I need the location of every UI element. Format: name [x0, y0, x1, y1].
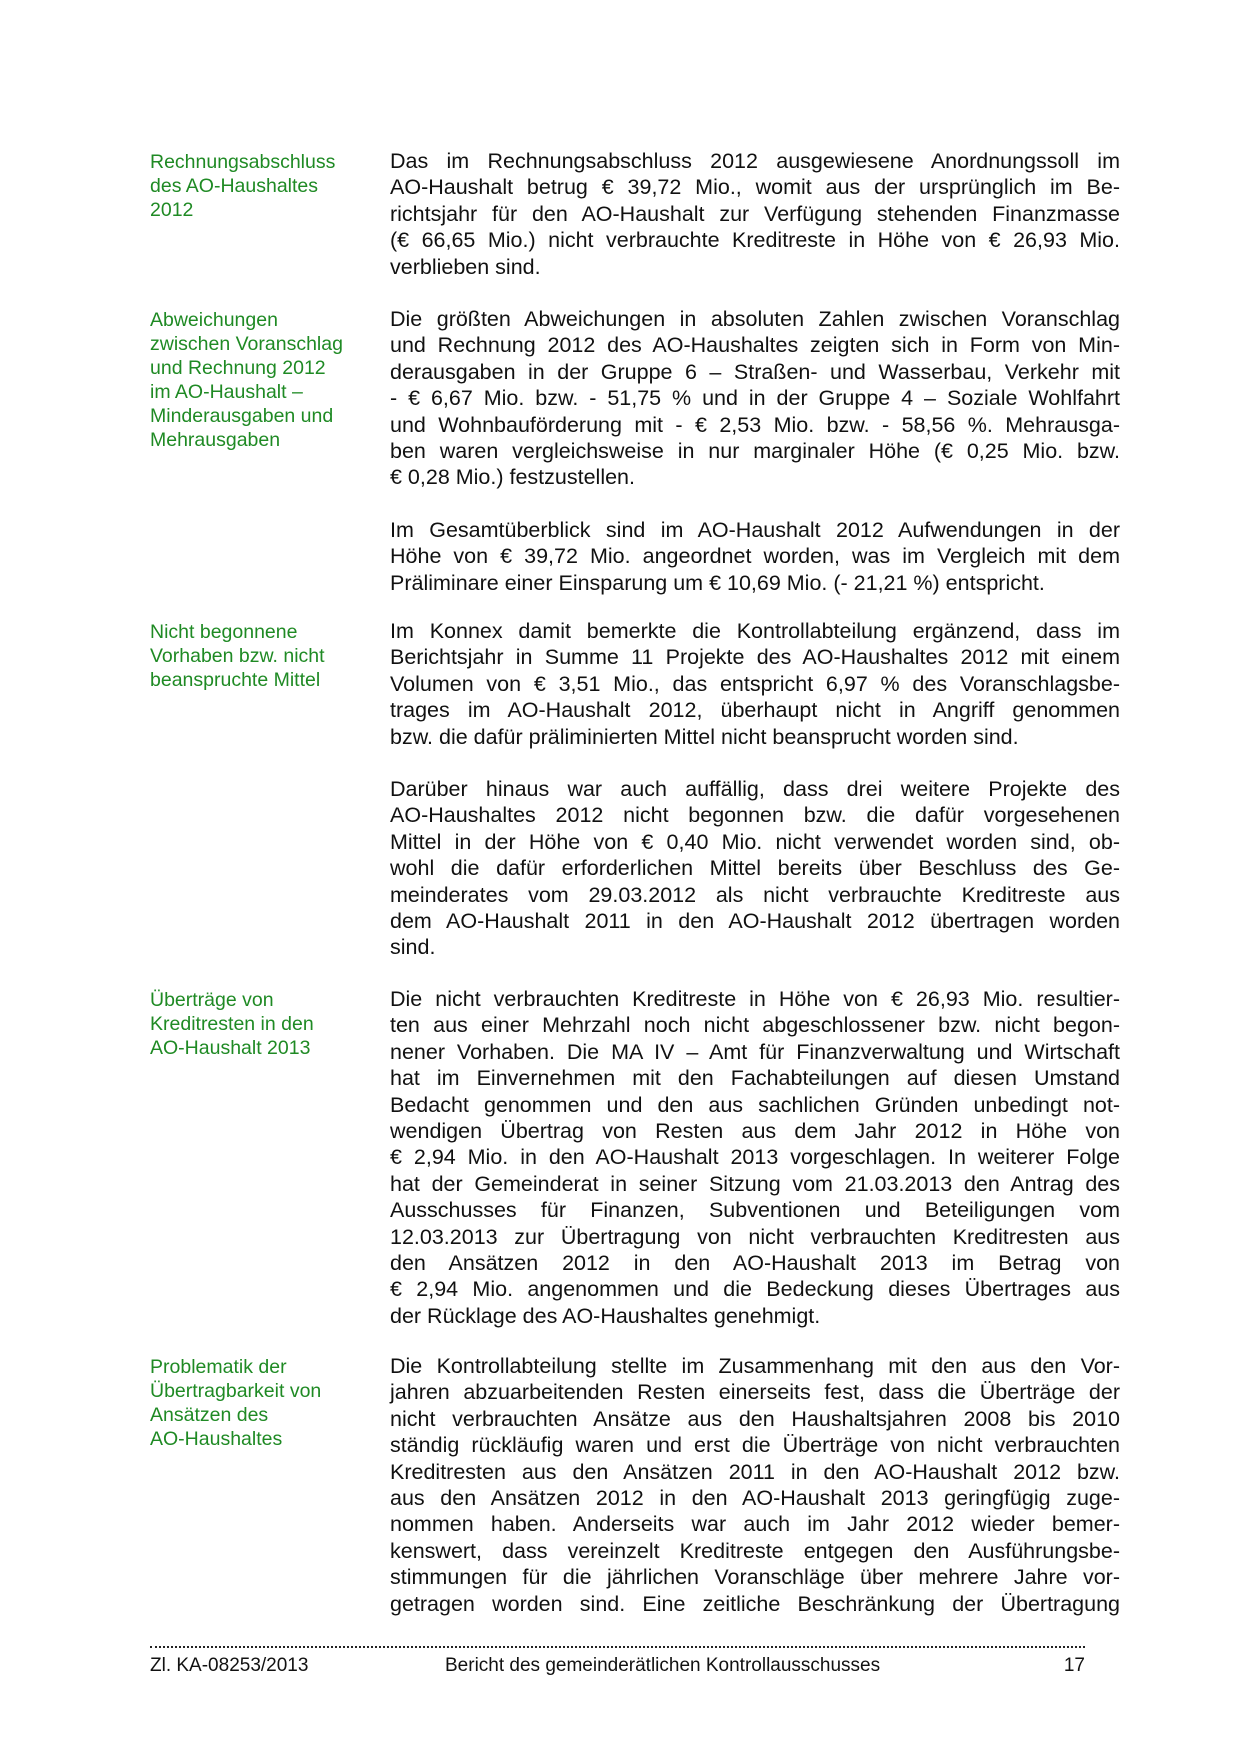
text-line: Das im Rechnungsabschluss 2012 ausgewiesene Anordnungssoll im — [390, 149, 1120, 173]
sidebar-heading-line: Abweichungen — [150, 309, 278, 331]
text-line: - € 6,67 Mio. bzw. - 51,75 % und in der Gruppe 4 – Soziale Wohlfahrt — [390, 386, 1120, 411]
text-line: und Wohnbauförderung mit - € 2,53 Mio. bzw. - 58,56 %. Mehrausga- — [390, 412, 1120, 437]
text-line: ben waren vergleichsweise in nur marginaler Höhe (€ 0,25 Mio. bzw. — [390, 439, 1120, 464]
text-line: nener Vorhaben. Die MA IV – Amt für Finanzverwaltung und Wirtschaft — [390, 1039, 1120, 1064]
sidebar-heading-line: AO-Haushaltes — [150, 1428, 283, 1450]
text-line: der Rücklage des AO-Haushaltes genehmigt. — [390, 1303, 821, 1328]
text-line: Berichtsjahr in Summe 11 Projekte des AO-Haushaltes 2012 mit einem — [390, 645, 1120, 670]
text-line: sind. — [390, 935, 436, 960]
footer-divider — [150, 1646, 1085, 1648]
paragraph — [390, 776, 1120, 961]
text-line: Volumen von € 3,51 Mio., das entspricht 6,97 % des Voranschlagsbe- — [390, 671, 1120, 696]
page-number: 17 — [1063, 1655, 1085, 1676]
sidebar-heading-line: Kreditresten in den — [150, 1013, 314, 1035]
text-line: AO-Haushalt betrug € 39,72 Mio., womit aus der ursprünglich im Be- — [390, 175, 1120, 200]
paragraph — [390, 1353, 1120, 1617]
sidebar-heading-line: Mehrausgaben — [150, 429, 281, 451]
text-line: kenswert, dass vereinzelt Kreditreste entgegen den Ausführungsbe- — [390, 1538, 1120, 1563]
text-line: stimmungen für die jährlichen Voranschläge über mehrere Jahre vor- — [390, 1565, 1120, 1590]
sidebar-heading-line: Übertragbarkeit von — [150, 1380, 322, 1402]
text-line: trages im AO-Haushalt 2012, überhaupt nicht in Angriff genommen — [390, 698, 1120, 723]
text-line: Die Kontrollabteilung stellte im Zusammenhang mit den aus den Vor- — [390, 1354, 1120, 1378]
paragraph — [390, 148, 1120, 280]
sidebar-heading-line: im AO-Haushalt – — [150, 381, 303, 403]
text-line: ständig rückläufig waren und erst die Überträge von nicht verbrauchten — [390, 1433, 1120, 1458]
text-line: und Rechnung 2012 des AO-Haushaltes zeigten sich in Form von Min- — [390, 333, 1120, 358]
text-line: Darüber hinaus war auch auffällig, dass drei weitere Projekte des — [390, 777, 1120, 802]
sidebar-heading-line: Vorhaben bzw. nicht — [150, 645, 325, 667]
text-line: hat im Einvernehmen mit den Fachabteilungen auf diesen Umstand — [390, 1066, 1120, 1091]
text-line: AO-Haushaltes 2012 nicht begonnen bzw. die dafür vorgesehenen — [390, 803, 1120, 828]
sidebar-heading — [150, 988, 375, 1060]
text-line: € 0,28 Mio.) festzustellen. — [390, 465, 635, 490]
text-line: Präliminare einer Einsparung um € 10,69 Mio. (- 21,21 %) entspricht. — [390, 570, 1045, 595]
text-line: Kreditresten aus den Ansätzen 2011 in den AO-Haushalt 2012 bzw. — [390, 1459, 1120, 1484]
sidebar-heading-line: Überträge von — [150, 989, 274, 1011]
report-title: Bericht des gemeinderätlichen Kontrollausschusses — [445, 1655, 881, 1676]
sidebar-heading-line: und Rechnung 2012 — [150, 357, 326, 379]
sidebar-heading — [150, 620, 375, 692]
text-line: ten aus einer Mehrzahl noch nicht abgeschlossener bzw. nicht begon- — [390, 1013, 1120, 1038]
document-reference: Zl. KA-08253/2013 — [150, 1655, 309, 1676]
sidebar-heading-line: 2012 — [150, 199, 194, 221]
text-line: Mittel in der Höhe von € 0,40 Mio. nicht verwendet worden sind, ob- — [390, 829, 1120, 854]
text-line: Bedacht genommen und den aus sachlichen Gründen unbedingt not- — [390, 1092, 1120, 1117]
text-line: richtsjahr für den AO-Haushalt zur Verfügung stehenden Finanzmasse — [390, 201, 1120, 226]
paragraph — [390, 986, 1120, 1329]
paragraph — [390, 618, 1120, 750]
body-text — [390, 148, 1120, 306]
text-line: nicht verbrauchten Ansätze aus den Haushaltsjahren 2008 bis 2010 — [390, 1406, 1120, 1431]
text-line: Im Konnex damit bemerkte die Kontrollabteilung ergänzend, dass im — [390, 619, 1120, 643]
paragraph — [390, 517, 1120, 596]
text-line: verblieben sind. — [390, 254, 541, 279]
sidebar-heading-line: Nicht begonnene — [150, 621, 298, 643]
text-line: Im Gesamtüberblick sind im AO-Haushalt 2012 Aufwendungen in der — [390, 517, 1120, 542]
text-line: Die nicht verbrauchten Kreditreste in Höhe von € 26,93 Mio. resultier- — [390, 987, 1120, 1011]
sidebar-heading — [150, 1355, 375, 1451]
text-line: Höhe von € 39,72 Mio. angeordnet worden, was im Vergleich mit dem — [390, 544, 1120, 569]
text-line: jahren abzuarbeitenden Resten einerseits fest, dass die Überträge der — [390, 1380, 1120, 1405]
sidebar-heading-line: zwischen Voranschlag — [150, 333, 343, 355]
sidebar-heading-line: Minderausgaben und — [150, 405, 334, 427]
text-line: aus den Ansätzen 2012 in den AO-Haushalt 2013 geringfügig zuge- — [390, 1486, 1120, 1511]
text-line: nommen haben. Anderseits war auch im Jahr 2012 wieder bemer- — [390, 1512, 1120, 1537]
body-text — [390, 618, 1120, 987]
sidebar-heading-line: des AO-Haushaltes — [150, 175, 319, 197]
text-line: wendigen Übertrag von Resten aus dem Jahr 2012 in Höhe von — [390, 1119, 1120, 1144]
text-line: derausgaben in der Gruppe 6 – Straßen- und Wasserbau, Verkehr mit — [390, 359, 1120, 384]
sidebar-heading-line: Ansätzen des — [150, 1404, 269, 1426]
text-line: hat der Gemeinderat in seiner Sitzung vom 21.03.2013 den Antrag des — [390, 1171, 1120, 1196]
body-text — [390, 1353, 1120, 1643]
text-line: wohl die dafür erforderlichen Mittel bereits über Beschluss des Ge- — [390, 856, 1120, 881]
text-line: Die größten Abweichungen in absoluten Zahlen zwischen Voranschlag — [390, 307, 1120, 331]
sidebar-heading — [150, 150, 375, 222]
sidebar-heading-line: AO-Haushalt 2013 — [150, 1037, 311, 1059]
sidebar-heading — [150, 308, 375, 452]
body-text — [390, 986, 1120, 1355]
body-text — [390, 306, 1120, 622]
text-line: getragen worden sind. Eine zeitliche Beschränkung der Übertragung — [390, 1591, 1120, 1616]
text-line: bzw. die dafür präliminierten Mittel nicht beansprucht worden sind. — [390, 724, 1019, 749]
sidebar-heading-line: Problematik der — [150, 1356, 287, 1378]
page-footer — [150, 1655, 1085, 1685]
text-line: (€ 66,65 Mio.) nicht verbrauchte Kreditreste in Höhe von € 26,93 Mio. — [390, 228, 1120, 253]
sidebar-heading-line: beanspruchte Mittel — [150, 669, 321, 691]
text-line: € 2,94 Mio. in den AO-Haushalt 2013 vorgeschlagen. In weiterer Folge — [390, 1145, 1120, 1170]
text-line: € 2,94 Mio. angenommen und die Bedeckung dieses Übertrages aus — [390, 1277, 1120, 1302]
text-line: den Ansätzen 2012 in den AO-Haushalt 2013 im Betrag von — [390, 1251, 1120, 1276]
text-line: Ausschusses für Finanzen, Subventionen und Beteiligungen vom — [390, 1198, 1120, 1223]
text-line: dem AO-Haushalt 2011 in den AO-Haushalt 2012 übertragen worden — [390, 909, 1120, 934]
paragraph — [390, 306, 1120, 491]
text-line: 12.03.2013 zur Übertragung von nicht verbrauchten Kreditresten aus — [390, 1224, 1120, 1249]
sidebar-heading-line: Rechnungsabschluss — [150, 151, 336, 173]
text-line: meinderates vom 29.03.2012 als nicht verbrauchte Kreditreste aus — [390, 882, 1120, 907]
